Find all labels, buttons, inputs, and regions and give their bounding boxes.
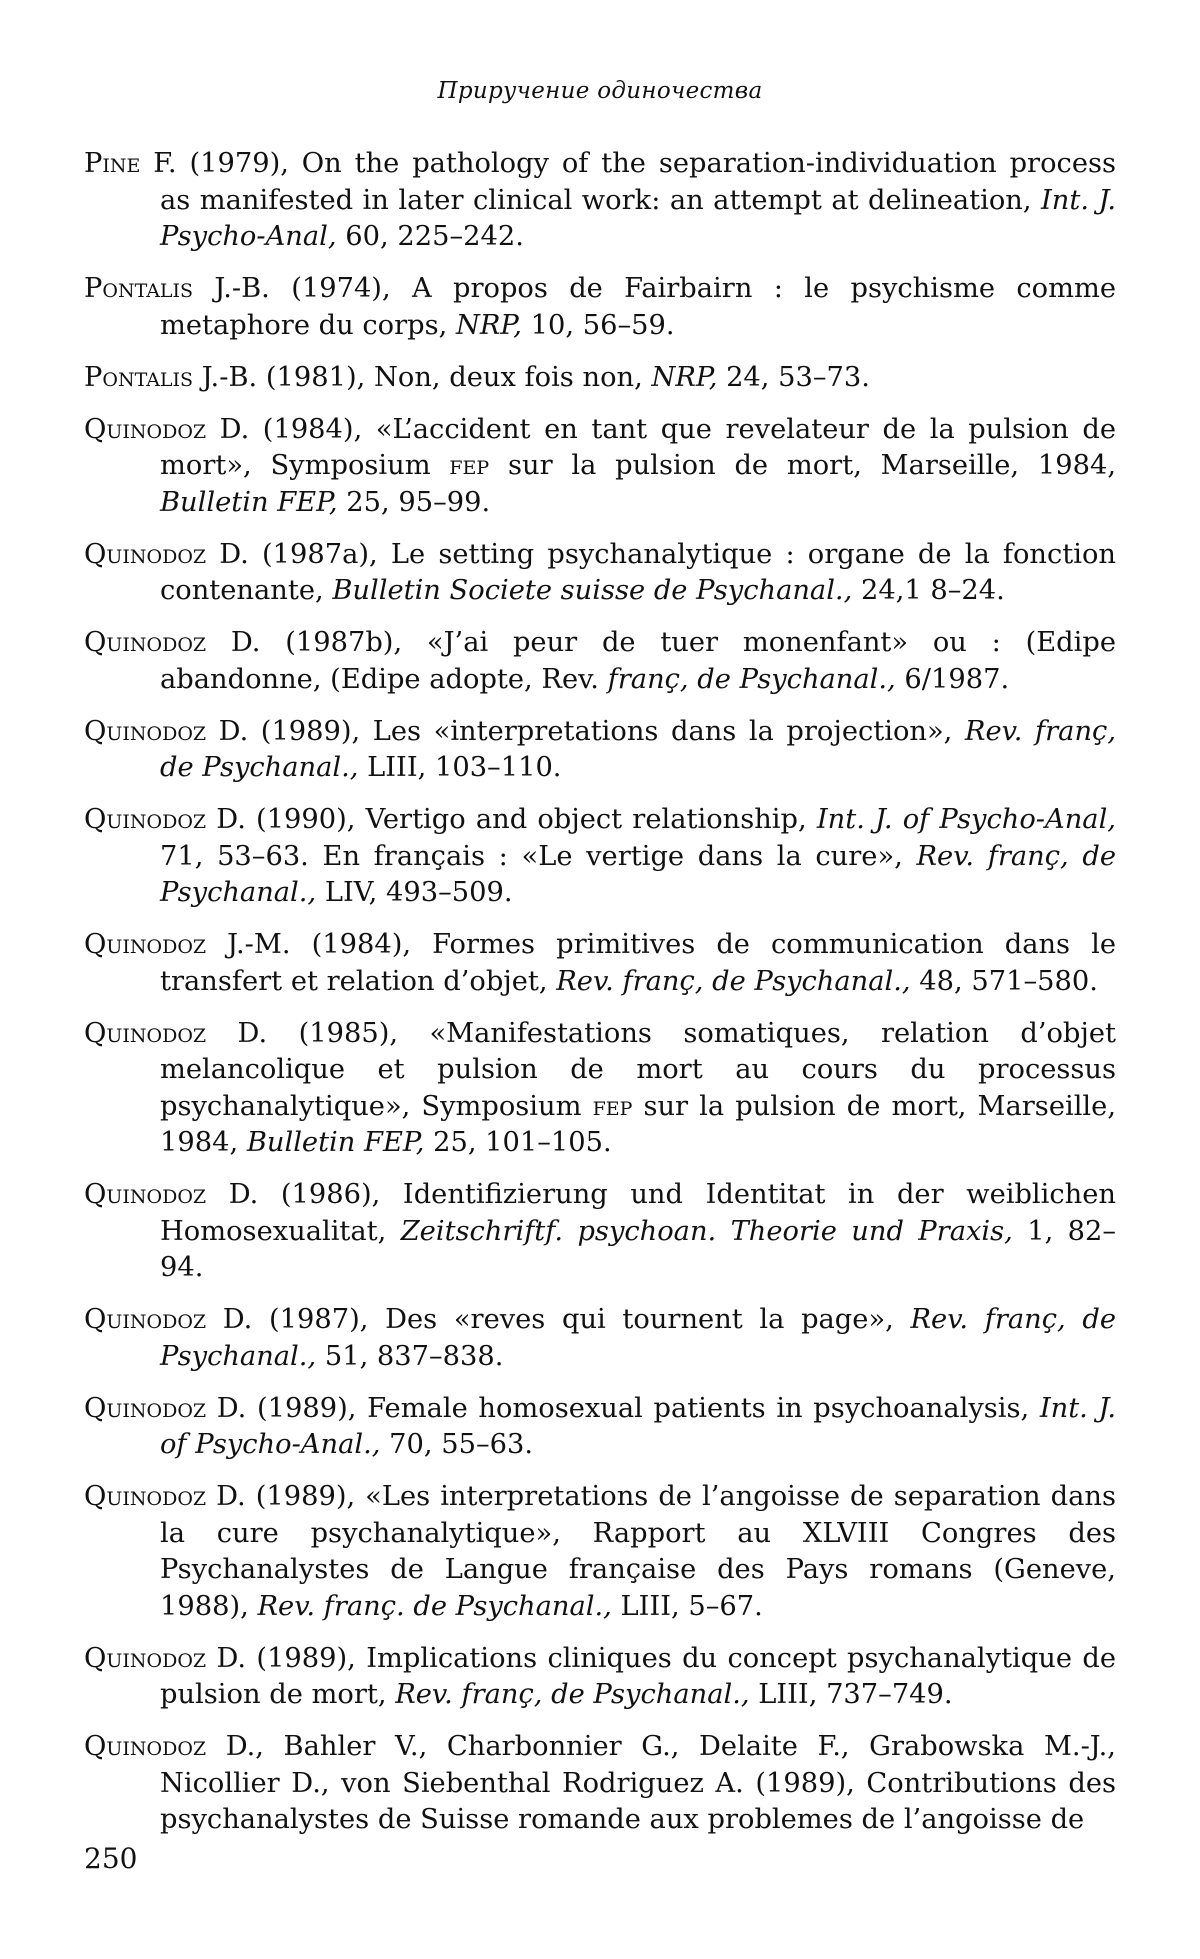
reference-author: Quinodoz D. bbox=[84, 1304, 252, 1335]
reference-text: (1974), A propos de Fairbairn : le psychisme comme metaphore du corps, bbox=[160, 273, 1116, 341]
reference-text: (1989), «Les interpretations de l’angoisse de separation dans la cure psychanalytique», Rapport au XLVIII Congres des Psychanalystes de Langue française des Pays romans (Geneve, 1988), bbox=[160, 1481, 1116, 1622]
reference-source-title: Rev. franç. de Psychanal., bbox=[257, 1591, 611, 1622]
reference-author: Quinodoz D. bbox=[84, 539, 249, 570]
reference-text: 25, 95–99. bbox=[338, 487, 491, 518]
reference-author: Quinodoz J.-M. bbox=[84, 929, 291, 960]
book-page bbox=[0, 0, 1200, 1959]
reference-entry bbox=[84, 360, 1116, 397]
reference-author: Pontalis J.-B. bbox=[84, 362, 257, 393]
reference-text: LIII, 103–110. bbox=[358, 752, 561, 783]
reference-text: (1986), Identifizierung und Identitat in der weiblichen Homosexualitat, bbox=[160, 1179, 1116, 1247]
reference-author: Quinodoz D., bbox=[84, 1731, 264, 1762]
reference-text: (1987), Des «reves qui tournent la page», bbox=[252, 1304, 910, 1335]
reference-author: Quinodoz D. bbox=[84, 1018, 267, 1049]
reference-source-title: NRP, bbox=[651, 362, 717, 393]
reference-source-title: Rev. franç, de Psychanal., bbox=[160, 716, 1116, 784]
reference-text: 24,1 8–24. bbox=[852, 575, 1005, 606]
reference-text: (1989), Female homosexual patients in psychoanalysis, bbox=[246, 1393, 1039, 1424]
reference-entry bbox=[84, 1391, 1116, 1464]
reference-source-title: Bulletin FEP, bbox=[247, 1127, 425, 1158]
reference-text: 51, 837–838. bbox=[316, 1341, 503, 1372]
reference-text: fep bbox=[593, 1091, 633, 1122]
reference-text: LIV, 493–509. bbox=[316, 877, 512, 908]
reference-entry bbox=[84, 1641, 1116, 1714]
reference-entry bbox=[84, 146, 1116, 256]
reference-author: Quinodoz D. bbox=[84, 1643, 246, 1674]
reference-text: 10, 56–59. bbox=[522, 310, 675, 341]
page-number: 250 bbox=[84, 1842, 137, 1875]
reference-source-title: NRP, bbox=[456, 310, 522, 341]
reference-text: (1989), Les «interpretations dans la projection», bbox=[248, 716, 965, 747]
reference-source-title: Bulletin Societe suisse de Psychanal., bbox=[332, 575, 852, 606]
reference-source-title: Rev. franç, de Psychanal., bbox=[556, 966, 910, 997]
reference-entry bbox=[84, 1302, 1116, 1375]
reference-source-title: Rev. franç, de Psychanal., bbox=[160, 841, 1116, 909]
reference-author: Quinodoz D. bbox=[84, 1179, 258, 1210]
reference-entry bbox=[84, 537, 1116, 610]
reference-entry bbox=[84, 1016, 1116, 1162]
reference-author: Quinodoz D. bbox=[84, 414, 249, 445]
reference-text: LIII, 5–67. bbox=[612, 1591, 763, 1622]
reference-text: 25, 101–105. bbox=[424, 1127, 611, 1158]
reference-source-title: Int. J. of Psycho-Anal, bbox=[817, 804, 1116, 835]
reference-author: Quinodoz D. bbox=[84, 716, 248, 747]
reference-list bbox=[84, 146, 1116, 1854]
reference-text: Bahler V., Charbonnier G., Delaite F., Grabowska M.-J., Nicollier D., von Siebenthal Rodriguez A. (1989), Contributions des psychanalystes de Suisse romande aux problemes de l’angoisse de bbox=[160, 1731, 1116, 1835]
reference-entry bbox=[84, 714, 1116, 787]
reference-author: Quinodoz D. bbox=[84, 1393, 246, 1424]
reference-entry bbox=[84, 802, 1116, 912]
reference-source-title: Rev. franç, de Psychanal., bbox=[395, 1679, 749, 1710]
reference-text: 48, 571–580. bbox=[911, 966, 1098, 997]
reference-author: Quinodoz D. bbox=[84, 1481, 246, 1512]
reference-text: (1979), On the pathology of the separation-individuation process as manifested in later clinical work: an attempt at delineation, bbox=[160, 148, 1116, 216]
reference-entry bbox=[84, 927, 1116, 1000]
reference-entry bbox=[84, 1177, 1116, 1287]
running-head: Приручение одиночества bbox=[0, 78, 1200, 104]
reference-source-title: Rev. franç, de Psychanal., bbox=[160, 1304, 1116, 1372]
reference-text: 6/1987. bbox=[896, 664, 1009, 695]
reference-text: (1984), «L’accident en tant que revelateur de la pulsion de mort», Symposium bbox=[160, 414, 1116, 482]
reference-text: 1, 82–94. bbox=[160, 1216, 1116, 1284]
reference-text: 70, 55–63. bbox=[380, 1429, 533, 1460]
reference-text: LIII, 737–749. bbox=[750, 1679, 953, 1710]
reference-author: Pontalis J.-B. bbox=[84, 273, 270, 304]
reference-text: (1987a), Le setting psychanalytique : organe de la fonction contenante, bbox=[160, 539, 1116, 607]
reference-source-title: Zeitschriftf. psychoan. Theorie und Praxis, bbox=[401, 1216, 1013, 1247]
reference-source-title: Int. J. of Psycho-Anal., bbox=[160, 1393, 1116, 1461]
reference-entry bbox=[84, 271, 1116, 344]
reference-author: Pine F. bbox=[84, 148, 177, 179]
reference-entry bbox=[84, 1729, 1116, 1839]
reference-text: (1981), Non, deux fois non, bbox=[257, 362, 651, 393]
reference-source-title: franç, de Psychanal., bbox=[608, 664, 896, 695]
reference-text: sur la pulsion de mort, Marseille, 1984, bbox=[489, 450, 1116, 481]
reference-source-title: Bulletin FEP, bbox=[160, 487, 338, 518]
reference-source-title: Int. J. Psycho-Anal, bbox=[160, 185, 1116, 253]
reference-text: sur la pulsion de mort, Marseille, 1984, bbox=[160, 1091, 1116, 1159]
reference-text: (1985), «Manifestations somatiques, relation d’objet melancolique et pulsion de mort au cours du processus psychanalytique», Symposium bbox=[160, 1018, 1116, 1122]
reference-author: Quinodoz D. bbox=[84, 627, 260, 658]
reference-text: 24, 53–73. bbox=[717, 362, 870, 393]
reference-entry bbox=[84, 625, 1116, 698]
reference-text: (1990), Vertigo and object relationship, bbox=[246, 804, 817, 835]
reference-text: 60, 225–242. bbox=[337, 221, 524, 252]
reference-text: fep bbox=[449, 450, 489, 481]
reference-text: 71, 53–63. En français : «Le vertige dans la cure», bbox=[160, 841, 917, 872]
reference-text: (1984), Formes primitives de communication dans le transfert et relation d’objet, bbox=[160, 929, 1116, 997]
reference-text: (1989), Implications cliniques du concept psychanalytique de pulsion de mort, bbox=[160, 1643, 1116, 1711]
reference-entry bbox=[84, 412, 1116, 522]
reference-text: (1987b), «J’ai peur de tuer monenfant» ou : (Edipe abandonne, (Edipe adopte, Rev. bbox=[160, 627, 1116, 695]
reference-entry bbox=[84, 1479, 1116, 1625]
reference-author: Quinodoz D. bbox=[84, 804, 246, 835]
